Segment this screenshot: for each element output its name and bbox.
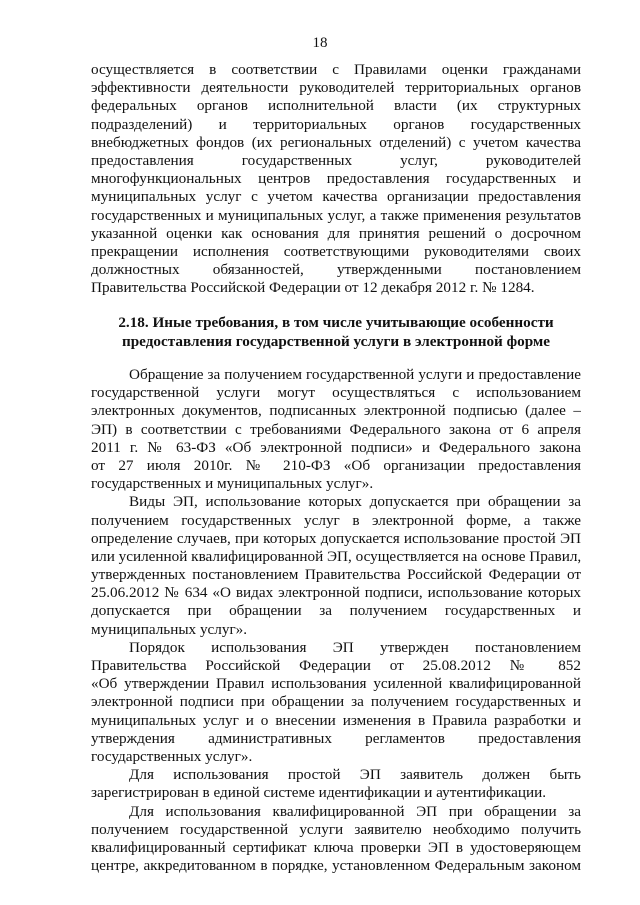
paragraph-signature-types [91, 493, 581, 639]
page-number: 18 [312, 35, 328, 51]
text-line: центре, аккредитованном в порядке, установленном Федеральным законом [91, 857, 581, 875]
text-line: подразделений) и территориальных органов государственных [91, 115, 581, 133]
text-line: допускается при обращении за получением государственных и [91, 602, 581, 620]
text-line: определение случаев, при которых допускается использование простой ЭП [91, 529, 581, 547]
text-line: внебюджетных фондов (их региональных отделений) с учетом качества [91, 133, 581, 151]
heading-line: 2.18. Иные требования, в том числе учитывающие особенности [118, 314, 554, 332]
text-line: утвержденных постановлением Правительства Российской Федерации от [91, 566, 581, 584]
text-line: прекращении исполнения соответствующими руководителями своих [91, 242, 581, 260]
text-line: 2011 г. № 63-ФЗ «Об электронной подписи» и Федерального закона [91, 438, 581, 456]
text-line: Порядок использования ЭП утвержден постановлением [129, 638, 581, 656]
text-line: государственной услуги могут осуществляться с использованием [91, 384, 581, 402]
text-line: ЭП) в соответствии с требованиями Федерального закона от 6 апреля [91, 420, 581, 438]
text-line: Правительства Российской Федерации от 12 декабря 2012 г. № 1284. [91, 279, 535, 297]
text-line: предоставления государственных услуг, руководителей [91, 151, 581, 169]
paragraph-qualified-signature [91, 803, 581, 876]
text-line: должностных обязанностей, утвержденными постановлением [91, 261, 581, 279]
text-line: электронной подписи при обращении за получением государственных и [91, 693, 581, 711]
heading-line: предоставления государственной услуги в электронной форме [121, 333, 551, 351]
text-line: федеральных органов исполнительной власти (их структурных [91, 97, 581, 115]
text-line: осуществляется в соответствии с Правилами оценки гражданами [91, 61, 581, 78]
text-line: Для использования квалифицированной ЭП при обращении за [129, 802, 581, 820]
text-line: муниципальных услуг с учетом качества организации предоставления [91, 188, 581, 206]
text-line: 25.06.2012 № 634 «О видах электронной подписи, использование которых [91, 584, 581, 602]
text-line: Виды ЭП, использование которых допускается при обращении за [129, 493, 581, 511]
text-line: Обращение за получением государственной услуги и предоставление [129, 366, 581, 384]
text-line: указанной оценки как основания для принятия решений о досрочном [91, 224, 581, 242]
text-line: муниципальных услуг». [91, 620, 248, 638]
paragraph-signature-procedure [91, 639, 581, 766]
text-line: «Об утверждении Правил использования усиленной квалифицированной [91, 675, 581, 693]
section-heading [91, 314, 581, 352]
text-line: многофункциональных центров предоставления государственных и [91, 170, 581, 188]
text-line: электронных документов, подписанных электронной подписью (далее – [91, 402, 581, 420]
text-line: получением государственной услуги заявителю необходимо получить [91, 820, 581, 838]
text-line: Для использования простой ЭП заявитель должен быть [129, 766, 581, 784]
text-line: государственных услуг». [91, 747, 253, 765]
text-line: от 27 июля 2010г. № 210-ФЗ «Об организации предоставления [91, 456, 581, 474]
text-line: квалифицированный сертификат ключа проверки ЭП в удостоверяющем [91, 838, 581, 856]
text-line: Правительства Российской Федерации от 25.08.2012 № 852 [91, 657, 581, 675]
text-line: государственных и муниципальных услуг, а также применения результатов [91, 206, 581, 224]
paragraph-rules-assessment [91, 61, 581, 297]
text-line: получением государственных услуг в электронной форме, а также [91, 511, 581, 529]
text-line: или усиленной квалифицированной ЭП, осуществляется на основе Правил, [91, 547, 581, 565]
text-line: эффективности деятельности руководителей территориальных органов [91, 79, 581, 97]
text-line: утверждения административных регламентов предоставления [91, 729, 581, 747]
text-line: муниципальных услуг и о внесении изменения в Правила разработки и [91, 711, 581, 729]
paragraph-simple-signature [91, 766, 581, 802]
text-line: государственных и муниципальных услуг». [91, 475, 374, 493]
text-line: зарегистрирован в единой системе идентификации и аутентификации. [91, 784, 547, 802]
paragraph-electronic-documents [91, 366, 581, 493]
document-body [91, 61, 581, 875]
